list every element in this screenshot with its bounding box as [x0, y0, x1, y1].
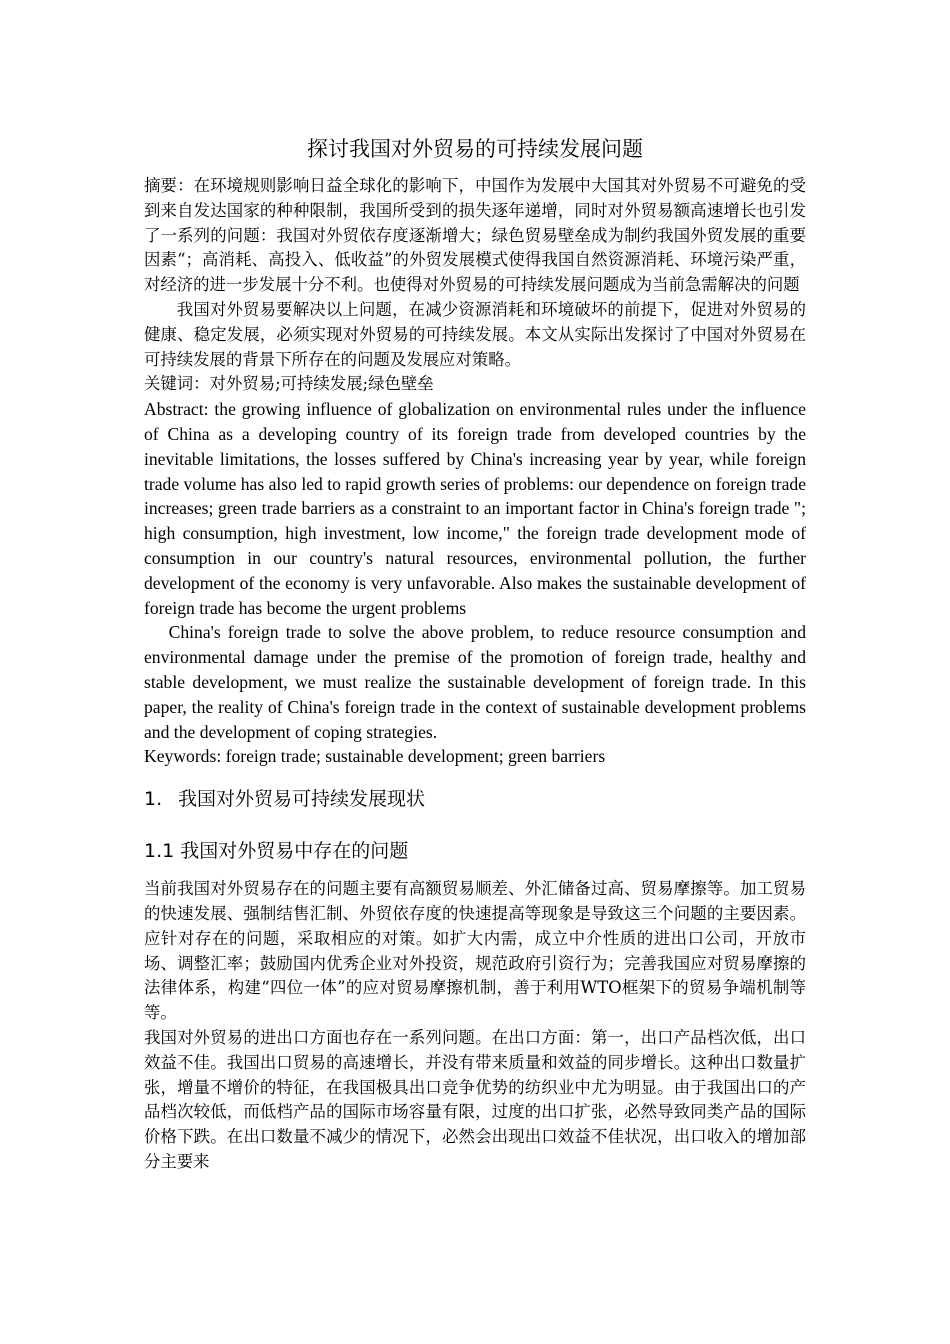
body-paragraph-2: 我国对外贸易的进出口方面也存在一系列问题。在出口方面：第一，出口产品档次低，出口效益不佳。我国出口贸易的高速增长，并没有带来质量和效益的同步增长。这种出口数量扩张，增量不增价的特征，在我国极具出口竞争优势的纺织业中尤为明显。由于我国出口的产品档次较低，而低档产品的国际市场容量有限，过度的出口扩张，必然导致同类产品的国际价格下跌。在出口数量不减少的情况下，必然会出现出口效益不佳状况，出口收入的增加部分主要来 [144, 1027, 806, 1171]
section-1-title: 我国对外贸易可持续发展现状 [178, 788, 426, 811]
keywords-en: Keywords: foreign trade; sustainable development; green barriers [144, 746, 606, 767]
abstract-en-paragraph-1: Abstract: the growing influence of globalization on environmental rules under the influence of China as a developing country of its foreign trade from developed countries by the inevitable limitations, the losses suffered by China's increasing year by year, while foreign trade volume has also led to rapid growth series of problems: our dependence on foreign trade increases; green trade barriers as a constraint to an important factor in China's foreign trade "; high consumption, high investment, low income," the foreign trade development mode of consumption in our country's natural resources, environmental pollution, the further development of the economy is very unfavorable. Also makes the sustainable development of foreign trade has become the urgent problems [144, 399, 806, 618]
section-1-heading [144, 785, 806, 813]
keywords-cn: 关键词：对外贸易;可持续发展;绿色壁垒 [144, 374, 434, 394]
document-title: 探讨我国对外贸易的可持续发展问题 [307, 137, 643, 161]
section-1-1-heading: 1.1 我国对外贸易中存在的问题 [144, 840, 409, 863]
abstract-en-paragraph-2: China's foreign trade to solve the above problem, to reduce resource consumption and environmental damage under the premise of the promotion of foreign trade, healthy and stable development, we must realize the sustainable development of foreign trade. In this paper, the reality of China's foreign trade in the context of sustainable development problems and the development of coping strategies. [144, 622, 806, 742]
document-content [144, 134, 806, 1175]
body-paragraph-1: 当前我国对外贸易存在的问题主要有高额贸易顺差、外汇储备过高、贸易摩擦等。加工贸易的快速发展、强制结售汇制、外贸依存度的快速提高等现象是导致这三个问题的主要因素。应针对存在的问题，采取相应的对策。如扩大内需，成立中介性质的进出口公司，开放市场、调整汇率；鼓励国内优秀企业对外投资，规范政府引资行为；完善我国应对贸易摩擦的法律体系，构建“四位一体”的应对贸易摩擦机制，善于利用WTO框架下的贸易争端机制等等。 [144, 879, 806, 1023]
abstract-cn-paragraph-1: 摘要：在环境规则影响日益全球化的影响下，中国作为发展中大国其对外贸易不可避免的受到来自发达国家的种种限制，我国所受到的损失逐年递增，同时对外贸易额高速增长也引发了一系列的问题：我国对外贸依存度逐渐增大；绿色贸易壁垒成为制约我国外贸发展的重要因素“；高消耗、高投入、低收益”的外贸发展模式使得我国自然资源消耗、环境污染严重，对经济的进一步发展十分不利。也使得对外贸易的可持续发展问题成为当前急需解决的问题 [144, 176, 806, 295]
section-1-number: 1. [144, 788, 163, 811]
abstract-cn-paragraph-2: 我国对外贸易要解决以上问题，在减少资源消耗和环境破坏的前提下，促进对外贸易的健康、稳定发展，必须实现对外贸易的可持续发展。本文从实际出发探讨了中国对外贸易在可持续发展的背景下所存在的问题及发展应对策略。 [144, 299, 806, 369]
